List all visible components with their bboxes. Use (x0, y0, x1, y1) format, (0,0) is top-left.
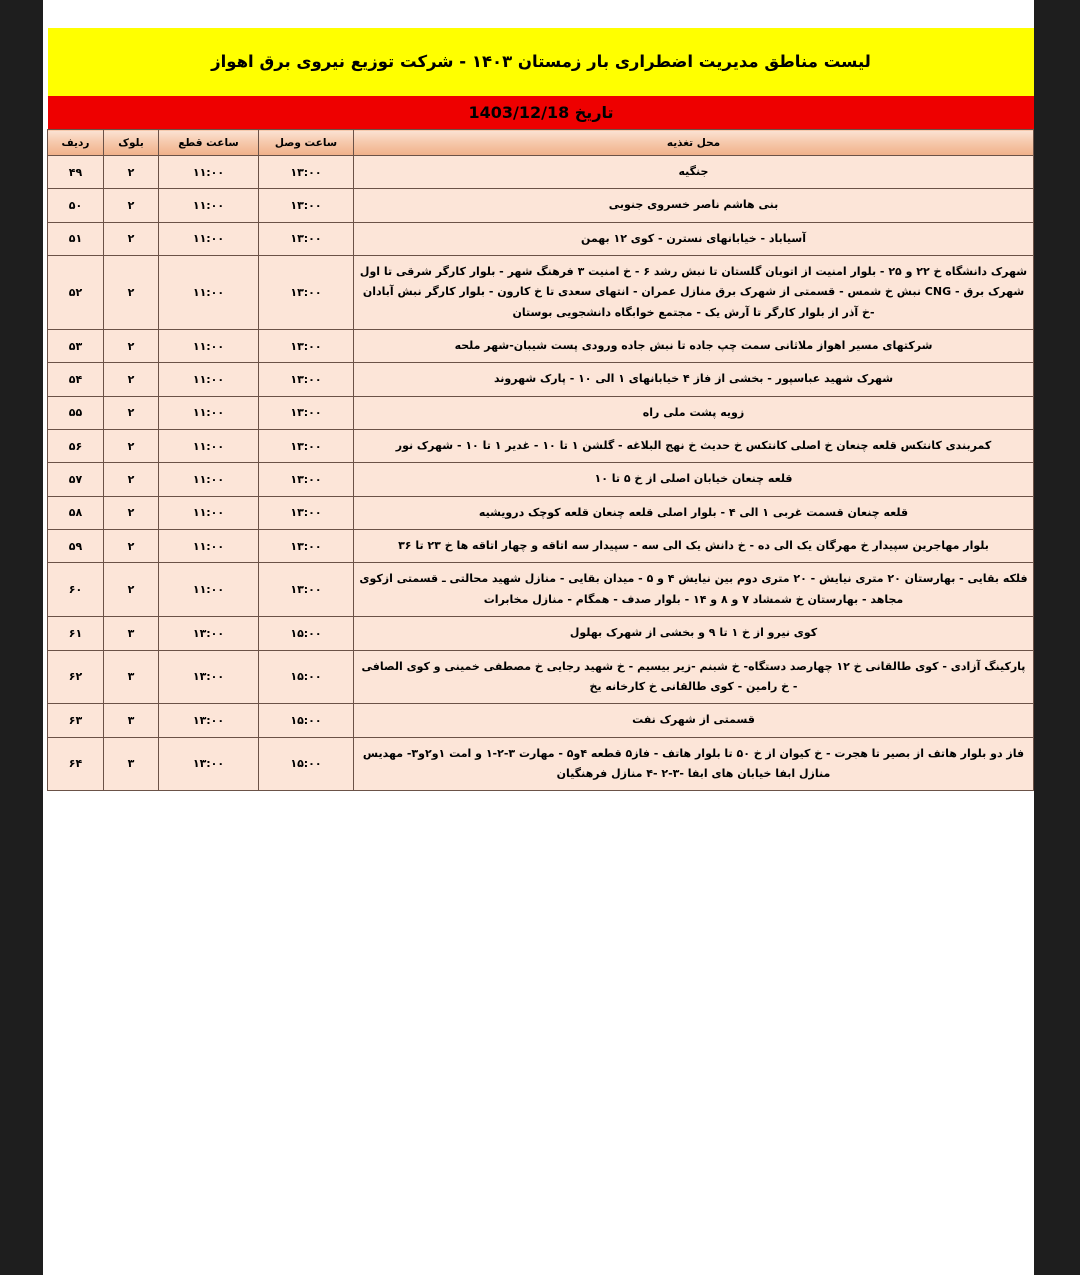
table-row (48, 617, 1034, 650)
cell-restore-time: ۱۳:۰۰ (259, 363, 354, 396)
table-row (48, 737, 1034, 791)
cell-block: ۲ (104, 530, 159, 563)
cell-outage-time: ۱۱:۰۰ (159, 530, 259, 563)
cell-block: ۲ (104, 330, 159, 363)
table-row (48, 363, 1034, 396)
cell-restore-time: ۱۳:۰۰ (259, 156, 354, 189)
cell-block: ۲ (104, 363, 159, 396)
cell-place: قلعه چنعان خیابان اصلی از خ ۵ تا ۱۰ (354, 463, 1034, 496)
cell-block: ۲ (104, 396, 159, 429)
table-row (48, 496, 1034, 529)
table-row (48, 704, 1034, 737)
cell-index: ۵۱ (48, 222, 104, 255)
cell-outage-time: ۱۱:۰۰ (159, 330, 259, 363)
table-row (48, 156, 1034, 189)
cell-restore-time: ۱۳:۰۰ (259, 496, 354, 529)
cell-index: ۵۷ (48, 463, 104, 496)
column-header-index: ردیف (48, 130, 104, 156)
cell-block: ۲ (104, 463, 159, 496)
cell-restore-time: ۱۳:۰۰ (259, 563, 354, 617)
cell-place: زویه پشت ملی راه (354, 396, 1034, 429)
cell-index: ۵۲ (48, 256, 104, 330)
cell-restore-time: ۱۳:۰۰ (259, 530, 354, 563)
table-row (48, 396, 1034, 429)
cell-outage-time: ۱۱:۰۰ (159, 496, 259, 529)
cell-index: ۵۳ (48, 330, 104, 363)
cell-block: ۳ (104, 650, 159, 704)
cell-place: کوی نیرو از خ ۱ تا ۹ و بخشی از شهرک بهلول (354, 617, 1034, 650)
cell-outage-time: ۱۳:۰۰ (159, 737, 259, 791)
cell-restore-time: ۱۳:۰۰ (259, 463, 354, 496)
column-header-outage-time: ساعت قطع (159, 130, 259, 156)
page-title: لیست مناطق مدیریت اضطراری بار زمستان ۱۴۰۳ - شرکت توزیع نیروی برق اهواز (211, 52, 871, 72)
cell-index: ۶۴ (48, 737, 104, 791)
cell-restore-time: ۱۵:۰۰ (259, 704, 354, 737)
cell-restore-time: ۱۳:۰۰ (259, 189, 354, 222)
table-row (48, 563, 1034, 617)
cell-index: ۶۱ (48, 617, 104, 650)
cell-index: ۵۶ (48, 430, 104, 463)
cell-outage-time: ۱۱:۰۰ (159, 156, 259, 189)
column-header-place: محل تغذیه (354, 130, 1034, 156)
cell-place: قلعه چنعان قسمت غربی ۱ الی ۴ - بلوار اصلی قلعه چنعان قلعه کوچک درویشیه (354, 496, 1034, 529)
cell-outage-time: ۱۳:۰۰ (159, 617, 259, 650)
table-header-row (48, 130, 1034, 156)
table-row (48, 430, 1034, 463)
table-row (48, 256, 1034, 330)
table-header (48, 130, 1034, 156)
cell-outage-time: ۱۱:۰۰ (159, 189, 259, 222)
cell-index: ۶۰ (48, 563, 104, 617)
cell-restore-time: ۱۵:۰۰ (259, 737, 354, 791)
table-row (48, 463, 1034, 496)
cell-block: ۳ (104, 704, 159, 737)
cell-block: ۲ (104, 430, 159, 463)
cell-place: فلکه بقایی - بهارستان ۲۰ متری نیایش - ۲۰ متری دوم بین نیایش ۴ و ۵ - میدان بقایی - منازل شهید محالتی ـ قسمتی ازکوی مجاهد - بهارستان خ شمشاد ۷ و ۸ و ۱۴ - بلوار صدف - همگام - منازل مخابرات (354, 563, 1034, 617)
schedule-date: تاریخ 1403/12/18 (468, 103, 614, 122)
cell-outage-time: ۱۱:۰۰ (159, 463, 259, 496)
cell-index: ۴۹ (48, 156, 104, 189)
cell-block: ۲ (104, 256, 159, 330)
cell-index: ۶۳ (48, 704, 104, 737)
cell-block: ۲ (104, 496, 159, 529)
cell-block: ۳ (104, 737, 159, 791)
table-row (48, 330, 1034, 363)
cell-place: قسمتی از شهرک نفت (354, 704, 1034, 737)
cell-restore-time: ۱۵:۰۰ (259, 650, 354, 704)
cell-place: شهرک دانشگاه خ ۲۲ و ۲۵ - بلوار امنیت از اتوبان گلستان تا نبش رشد ۶ - خ امنیت ۳ فرهنگ شهر - بلوار کارگر شرقی تا اول شهرک برق - CNG نبش خ شمس - قسمتی از شهرک برق منازل عمران - انتهای سعدی تا خ کارون - بلوار کارگر نبش آبادان -خ آذر از بلوار کارگر تا آرش یک - مجتمع خوابگاه دانشجویی بوستان (354, 256, 1034, 330)
cell-block: ۳ (104, 617, 159, 650)
cell-outage-time: ۱۳:۰۰ (159, 704, 259, 737)
date-bar (48, 96, 1034, 129)
cell-outage-time: ۱۱:۰۰ (159, 430, 259, 463)
cell-restore-time: ۱۵:۰۰ (259, 617, 354, 650)
cell-outage-time: ۱۱:۰۰ (159, 563, 259, 617)
cell-restore-time: ۱۳:۰۰ (259, 396, 354, 429)
cell-place: شهرک شهید عباسپور - بخشی از فاز ۴ خیابانهای ۱ الی ۱۰ - پارک شهروند (354, 363, 1034, 396)
title-banner (48, 28, 1034, 96)
cell-place: جنگیه (354, 156, 1034, 189)
cell-place: آسیاباد - خیابانهای نسترن - کوی ۱۲ بهمن (354, 222, 1034, 255)
table-row (48, 530, 1034, 563)
cell-outage-time: ۱۳:۰۰ (159, 650, 259, 704)
column-header-restore-time: ساعت وصل (259, 130, 354, 156)
cell-place: فاز دو بلوار هاتف از بصیر تا هجرت - خ کیوان از خ ۵۰ تا بلوار هاتف - فاز۵ قطعه ۴و۵ - مهارت ۳-۲-۱ و امت ۱و۲و۳- مهدیس منازل ابفا خیابان های ابفا -۳-۲ -۴ منازل فرهنگیان (354, 737, 1034, 791)
cell-outage-time: ۱۱:۰۰ (159, 396, 259, 429)
column-header-block: بلوک (104, 130, 159, 156)
cell-block: ۲ (104, 189, 159, 222)
cell-place: کمربندی کانتکس قلعه چنعان خ اصلی کانتکس خ حدیث خ نهج البلاغه - گلشن ۱ تا ۱۰ - غدیر ۱ تا ۱۰ - شهرک نور (354, 430, 1034, 463)
table-row (48, 650, 1034, 704)
cell-index: ۶۲ (48, 650, 104, 704)
cell-index: ۵۹ (48, 530, 104, 563)
table-row (48, 222, 1034, 255)
table-body (48, 156, 1034, 791)
cell-block: ۲ (104, 156, 159, 189)
cell-place: بلوار مهاجرین سپیدار خ مهرگان یک الی ده - خ دانش یک الی سه - سپیدار سه اتاقه و چهار اتاقه ها خ ۲۳ تا ۳۶ (354, 530, 1034, 563)
outage-schedule-table (47, 129, 1034, 791)
cell-block: ۲ (104, 222, 159, 255)
cell-restore-time: ۱۳:۰۰ (259, 222, 354, 255)
table-row (48, 189, 1034, 222)
cell-restore-time: ۱۳:۰۰ (259, 330, 354, 363)
page-frame (43, 0, 1034, 1275)
cell-index: ۵۸ (48, 496, 104, 529)
cell-outage-time: ۱۱:۰۰ (159, 222, 259, 255)
cell-restore-time: ۱۳:۰۰ (259, 430, 354, 463)
cell-place: بنی هاشم ناصر خسروی جنوبی (354, 189, 1034, 222)
cell-block: ۲ (104, 563, 159, 617)
cell-outage-time: ۱۱:۰۰ (159, 363, 259, 396)
cell-index: ۵۰ (48, 189, 104, 222)
cell-restore-time: ۱۳:۰۰ (259, 256, 354, 330)
cell-place: شرکتهای مسیر اهواز ملاثانی سمت چپ جاده تا نبش جاده ورودی پست شیبان-شهر ملحه (354, 330, 1034, 363)
outage-schedule-document (48, 28, 1034, 791)
cell-index: ۵۵ (48, 396, 104, 429)
cell-index: ۵۴ (48, 363, 104, 396)
cell-place: پارکینگ آزادی - کوی طالقانی خ ۱۲ چهارصد دستگاه- خ شبنم -زیر بیسیم - خ شهید رجایی خ مصطفی خمینی و کوی الصافی - خ رامین - کوی طالقانی خ کارخانه یخ (354, 650, 1034, 704)
cell-outage-time: ۱۱:۰۰ (159, 256, 259, 330)
